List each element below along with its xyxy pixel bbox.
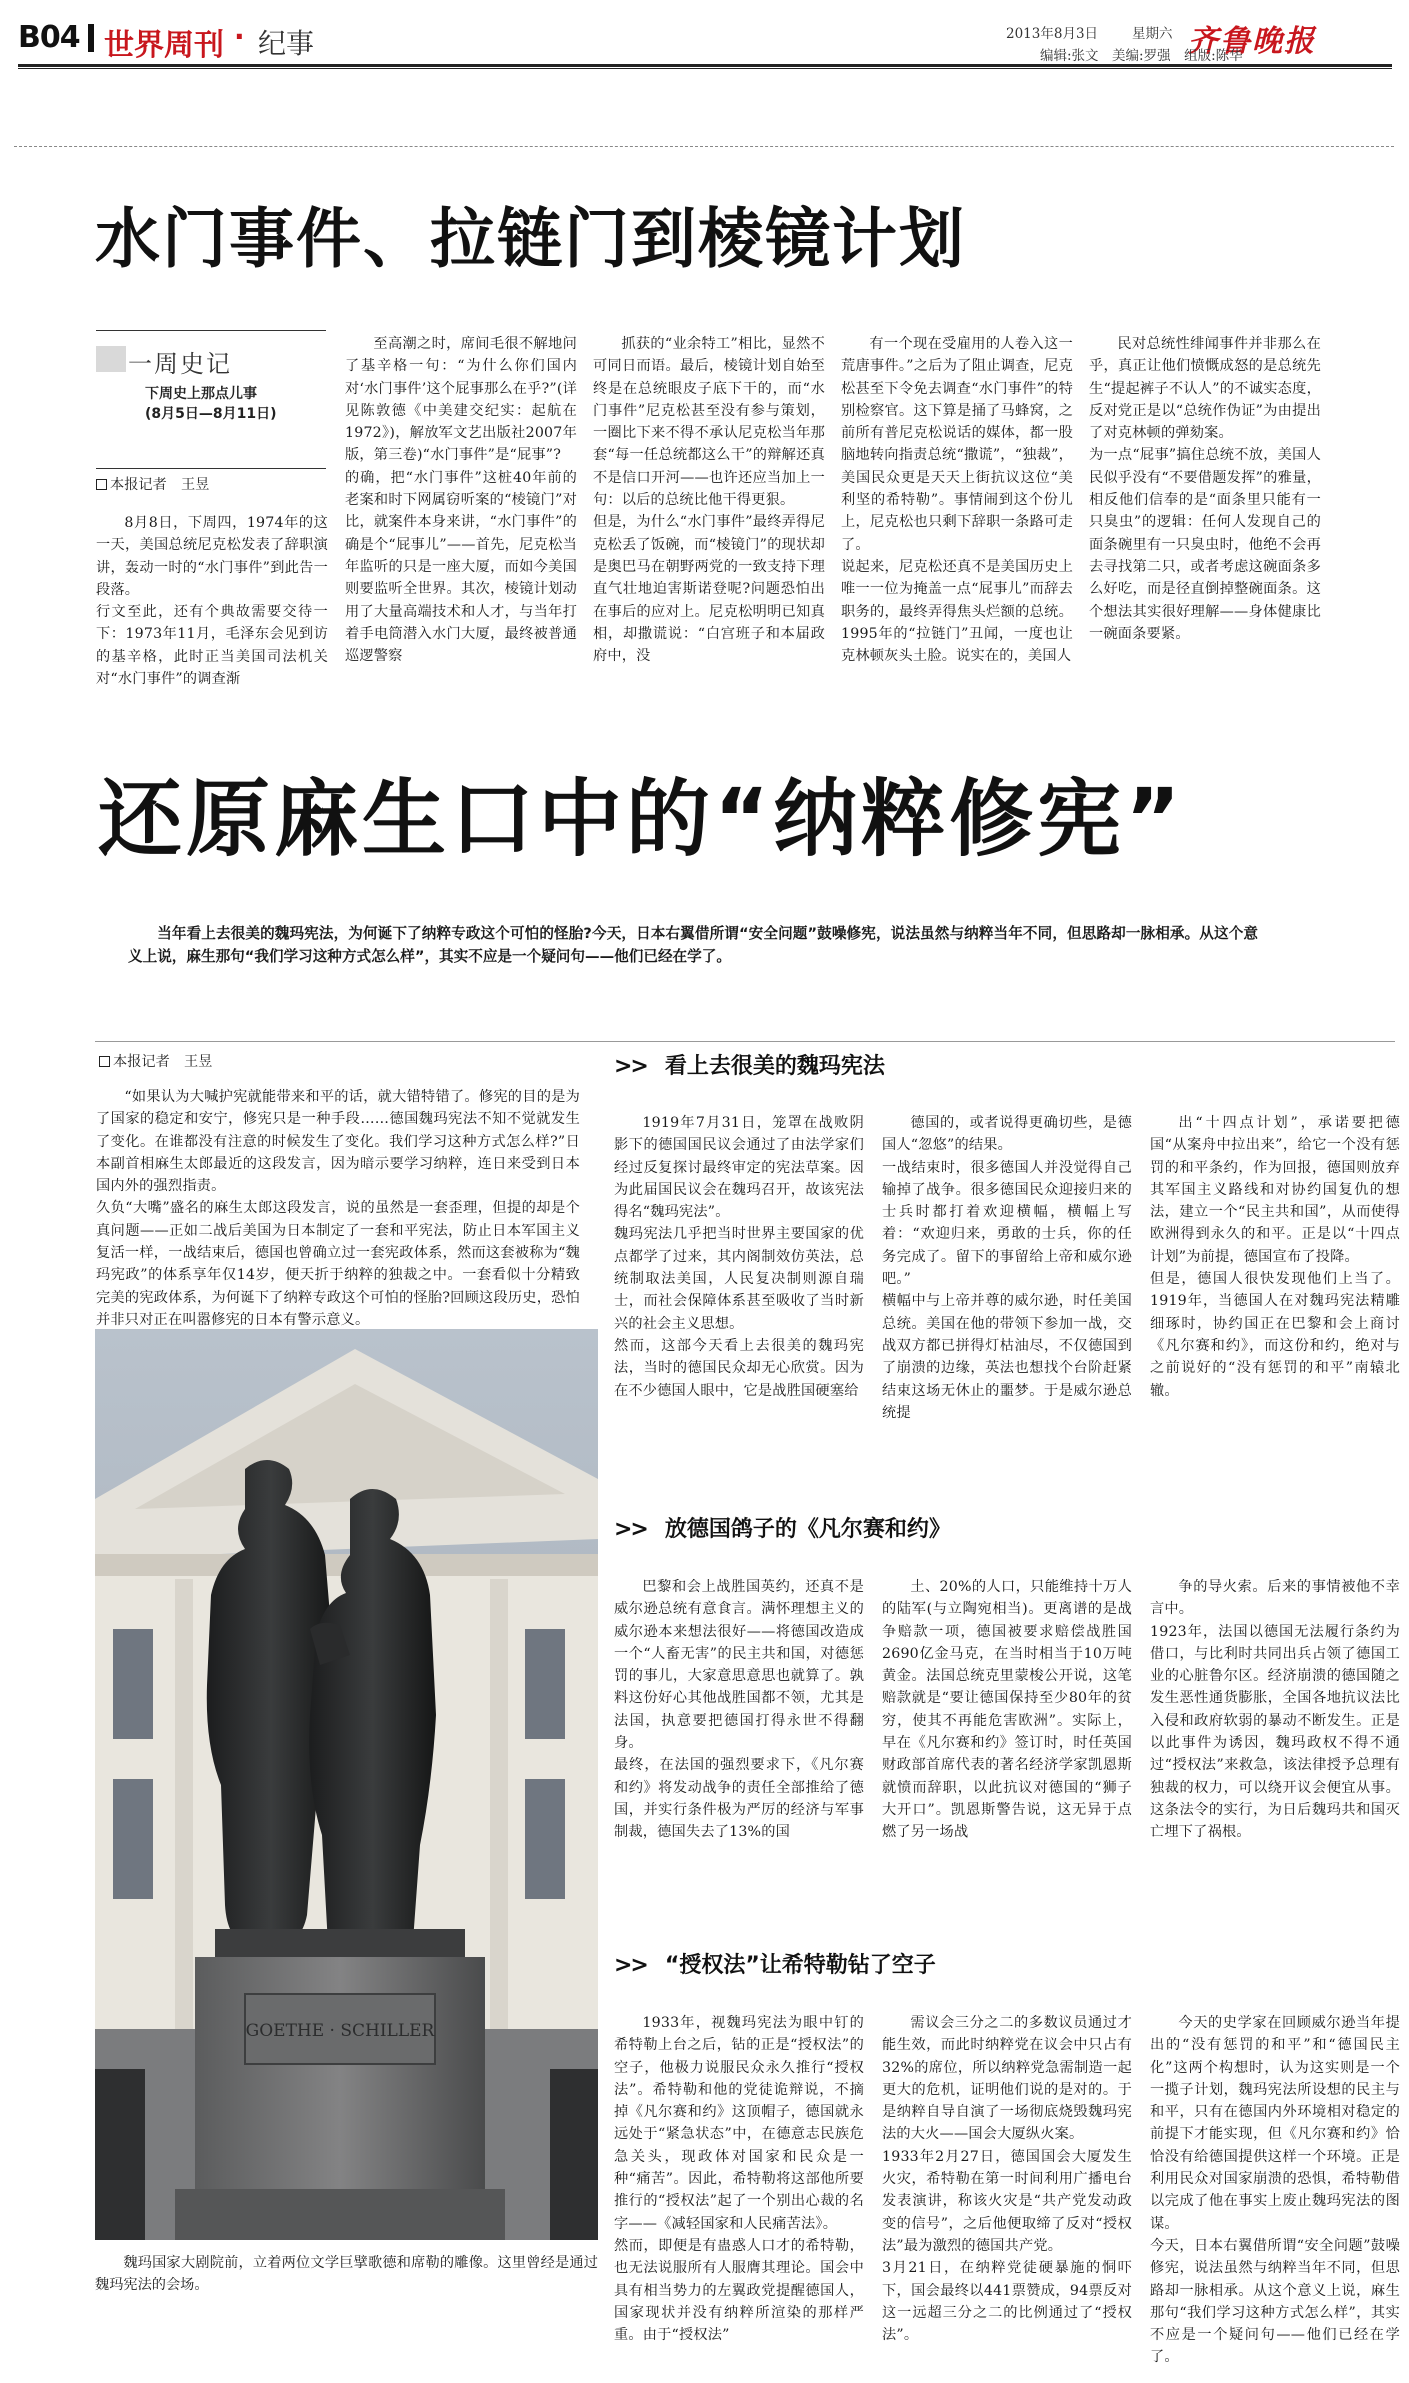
section1-column-1: 1919年7月31日，笼罩在战败阴影下的德国国民议会通过了由法学家们经过反复探讨最终审定的宪法草案。因为此届国民议会在魏玛召开，故该宪法得名“魏玛宪法”。 魏玛宪法几乎把当时世界主要国家的优点都学了过来，其内阁制效仿英法，总统制取法美国，人民复决制则源自瑞士，而社会保障体系甚至吸收了当时新兴的社会主义思想。 然而，这部今天看上去很美的魏玛宪法，当时的德国民众却无心欣赏。因为在不少德国人眼中，它是战胜国硬塞给 <box>614 1115 864 1399</box>
article1-column-4: 有一个现在受雇用的人卷入这一荒唐事件。”之后为了阻止调查，尼克松甚至下令免去调查“水门事件”的特别检察官。这下算是捅了马蜂窝，之前所有普尼克松说话的媒体，都一股脑地转向指责总统“撒谎”，“独裁”，美国民众更是天天上街抗议这位“美利坚的希特勒”。事情闹到这个份儿上，尼克松也只剩下辞职一条路可走了。 说起来，尼克松还真不是美国历史上唯一一位为掩盖一点“屁事儿”而辞去职务的，最终弄得焦头烂额的总统。1995年的“拉链门”丑闻，一度也让克林顿灰头土脸。说实在的，美国人 <box>841 336 1073 665</box>
article2-headline: 还原麻生口中的“纳粹修宪” <box>98 770 1185 868</box>
section-title: 放德国鸽子的《凡尔赛和约》 <box>664 1517 951 1542</box>
goethe-schiller-statue-image <box>95 1329 598 2240</box>
issue-date: 2013年8月3日 <box>1006 26 1099 42</box>
page-code: B04 <box>18 20 80 55</box>
article1-headline: 水门事件、拉链门到棱镜计划 <box>95 202 967 277</box>
article2-byline <box>99 1051 212 1071</box>
section-heading-2 <box>614 1512 951 1543</box>
article1-column-3: 抓获的“业余特工”相比，显然不可同日而语。最后，棱镜计划自始至终是在总统眼皮子底下干的，而“水门事件”尼克松甚至没有参与策划，一圈比下来不得不承认尼克松当年那套“每一任总统都这么干”的辩解还真不是信口开河——也许还应当加上一句：以后的总统比他干得更狠。 但是，为什么“水门事件”最终弄得尼克松丢了饭碗，而“棱镜门”的现状却是奥巴马在朝野两党的一致支持下理直气壮地迫害斯诺登呢?问题恐怕出在事后的应对上。尼克松明明已知真相，却撒谎说：“白宫班子和本届政府中，没 <box>593 336 825 665</box>
arrow-marker-icon: >> <box>614 1054 647 1079</box>
section2-column-1: 巴黎和会上战胜国英约，还真不是威尔逊总统有意食言。满怀理想主义的威尔逊本来想法很好——将德国改造成一个“人畜无害”的民主共和国，对德惩罚的事儿，大家意思意思也就算了。孰料这份好心其他战胜国都不领，尤其是法国，执意要把德国打得永世不得翻身。 最终，在法国的强烈要求下，《凡尔赛和约》将发动战争的责任全部推给了德国，并实行条件极为严厉的经济与军事制裁，德国失去了13%的国 <box>614 1579 864 1841</box>
subsection-name: 纪事 <box>258 27 315 60</box>
section3-column-2: 需议会三分之二的多数议员通过才能生效，而此时纳粹党在议会中只占有32%的席位，所以纳粹党急需制造一起更大的危机，证明他们说的是对的。于是纳粹自导自演了一场彻底烧毁魏玛宪法的大火——国会大厦纵火案。 1933年2月27日，德国国会大厦发生火灾，希特勒在第一时间利用广播电台发表演讲，称该火灾是“共产党发动政变的信号”，之后他便取缔了反对“授权法”最为激烈的德国共产党。 3月21日，在纳粹党徒硬暴施的恫吓下，国会最终以441票赞成，94票反对这一远超三分之二的比例通过了“授权法”。 <box>882 2015 1132 2344</box>
arrow-marker-icon: >> <box>614 1953 647 1978</box>
editor-credits: 编辑:张文 美编:罗强 组版:陈华 <box>1040 48 1243 64</box>
article1-column-2: 至高潮之时，席间毛很不解地问了基辛格一句：“为什么你们国内对‘水门事件’这个屁事那么在乎?”(详见陈敦德《中美建交纪实：起航在1972》)，解放军文艺出版社2007年版，第三卷)“水门事件”是“屁事”? 的确，把“水门事件”这桩40年前的老案和时下网属窃听案的“棱镜门”对比，就案件本身来讲，“水门事件”的确是个“屁事儿”——首先，尼克松当年监听的只是一座大厦，而如今美国则要监听全世界。其次，棱镜计划动用了大量高端技术和人才，与当年打着手电筒潜入水门大厦，最终被普通巡逻警察 <box>345 336 577 665</box>
masthead-rule <box>18 64 1392 67</box>
column-rule <box>96 468 326 469</box>
masthead-divider <box>88 24 94 52</box>
square-mark-icon <box>96 479 107 490</box>
column-title: 一周史记 <box>128 350 232 378</box>
statue-photo <box>95 1329 598 2240</box>
section-name: 世界周刊 <box>104 28 224 63</box>
article2-intro: 当年看上去很美的魏玛宪法，为何诞下了纳粹专政这个可怕的怪胎?今天，日本右翼借所谓“安全问题”鼓噪修宪，说法虽然与纳粹当年不同，但思路却一脉相承。从这个意义上说，麻生那句“我们学习这种方式怎么样”，其实不应是一个疑问句——他们已经在学了。 <box>128 925 1258 965</box>
section1-column-3: 出“十四点计划”，承诺要把德国“从案舟中拉出来”，给它一个没有惩罚的和平条约，作为回报，德国则放弃其军国主义路线和对协约国复仇的想法，建立一个“民主共和国”，从而使得欧洲得到永久的和平。正是以“十四点计划”为前提，德国宣布了投降。 但是，德国人很快发现他们上当了。1919年，当德国人在对魏玛宪法精雕细琢时，协约国正在巴黎和会上商讨《凡尔赛和约》，而这份和约，绝对与之前说好的“没有惩罚的和平”南辕北辙。 <box>1150 1115 1400 1399</box>
newspaper-logo: 齐鲁晚报 <box>1188 24 1316 59</box>
dashed-divider <box>14 146 1394 147</box>
photo-caption: 魏玛国家大剧院前，立着两位文学巨擘歌德和席勒的雕像。这里曾经是通过魏玛宪法的会场。 <box>95 2255 598 2293</box>
section2-column-2: 土、20%的人口，只能维持十万人的陆军(与立陶宛相当)。更离谱的是战争赔款一项，德国被要求赔偿战胜国2690亿金马克，在当时相当于10万吨黄金。法国总统克里蒙梭公开说，这笔赔款就是“要让德国保持至少80年的贫穷，使其不再能危害欧洲”。实际上，早在《凡尔赛和约》签订时，时任英国财政部首席代表的著名经济学家凯恩斯就愤而辞职，以此抗议对德国的“狮子大开口”。凯恩斯警告说，这无异于点燃了另一场战 <box>882 1579 1132 1841</box>
section-dot: · <box>234 20 245 53</box>
section1-column-2: 德国的，或者说得更确切些，是德国人“忽悠”的结果。 一战结束时，很多德国人并没觉得自己输掉了战争。很多德国民众迎接归来的士兵时都打着欢迎横幅，横幅上写着：“欢迎归来，勇敢的士兵，你的任务完成了。留下的事留给上帝和威尔逊吧。” 横幅中与上帝并尊的威尔逊，时任美国总统。美国在他的带领下参加一战，交战双方都已拼得灯枯油尽，不仅德国到了崩溃的边缘，英法也想找个台阶赶紧结束这场无休止的噩梦。于是威尔逊总统提 <box>882 1115 1132 1421</box>
byline-text: 本报记者 王昱 <box>113 1054 213 1070</box>
section-title: “授权法”让希特勒钻了空子 <box>664 1953 936 1978</box>
masthead-rule-thin <box>18 68 1392 69</box>
arrow-marker-icon: >> <box>614 1517 647 1542</box>
article1-column-5: 民对总统性绯闻事件并非那么在乎，真正让他们愤慨成怒的是总统先生“提起裤子不认人”的不诚实态度，反对党正是以“总统作伪证”为由提出了对克林顿的弹劾案。 为一点“屁事”搞住总统不放，美国人民似乎没有“不要借题发挥”的雅量，相反他们信奉的是“面条里只能有一只臭虫”的逻辑：任何人发现自己的面条碗里有一只臭虫时，他绝不会再去寻找第二只，或者考虑这碗面条多么好吃，而是径直倒掉整碗面条。这个想法其实很好理解——身体健康比一碗面条要紧。 <box>1089 336 1321 642</box>
square-mark-icon <box>99 1056 110 1067</box>
section-title: 看上去很美的魏玛宪法 <box>664 1054 885 1079</box>
section-heading-3 <box>614 1948 936 1979</box>
article2-lead: “如果认为大喊护宪就能带来和平的话，就大错特错了。修宪的目的是为了国家的稳定和安宁，修宪只是一种手段……德国魏玛宪法不知不觉就发生了变化。在谁都没有注意的时候发生了变化。我们学习这种方式怎么样?”日本副首相麻生太郎最近的这段发言，因为暗示要学习纳粹，连日来受到日本国内外的强烈指责。 久负“大嘴”盛名的麻生太郎这段发言，说的虽然是一套歪理，但提的却是个真问题——正如二战后美国为日本制定了一套和平宪法，防止日本军国主义复活一样，一战结束后，德国也曾确立过一套宪政体系，然而这套被称为“魏玛宪政”的体系享年仅14岁，便天折于纳粹的独裁之中。一套看似十分精致完美的宪政体系，为何诞下了纳粹专政这个可怕的怪胎?回顾这段历史，恐怕并非只对正在叫嚣修宪的日本有警示意义。 <box>96 1089 580 1328</box>
article1-byline <box>96 474 209 494</box>
statue-plaque-text: GOETHE · SCHILLER <box>245 2021 435 2041</box>
column-tab-marker <box>96 346 126 372</box>
column-date-range: (8月5日—8月11日) <box>145 406 277 422</box>
section3-column-1: 1933年，视魏玛宪法为眼中钉的希特勒上台之后，钻的正是“授权法”的空子，他极力说服民众永久推行“授权法”。希特勒和他的党徒诡辩说，不摘掉《凡尔赛和约》这顶帽子，德国就永远处于“紧急状态”中，在德意志民族危急关头，现政体对国家和民众是一种“痛苦”。因此，希特勒将这部他所要推行的“授权法”起了一个别出心裁的名字——《减轻国家和人民痛苦法》。 然而，即便是有蛊惑人口才的希特勒，也无法说服所有人服膺其理论。国会中具有相当势力的左翼政党提醒德国人，国家现状并没有纳粹所渲染的那样严重。由于“授权法” <box>614 2015 864 2344</box>
column-subtitle: 下周史上那点儿事 <box>145 386 257 402</box>
section2-column-3: 争的导火索。后来的事情被他不幸言中。 1923年，法国以德国无法履行条约为借口，与比利时共同出兵占领了德国工业的心脏鲁尔区。经济崩溃的德国随之发生恶性通货膨胀，全国各地抗议法比入侵和政府软弱的暴动不断发生。正是以此事件为诱因，魏玛政权不得不通过“授权法”来救急，该法律授予总理有独裁的权力，可以绕开议会便宜从事。这条法令的实行，为日后魏玛共和国灭亡埋下了祸根。 <box>1150 1579 1400 1841</box>
article1-column-1: 8月8日，下周四，1974年的这一天，美国总统尼克松发表了辞职演讲，轰动一时的“水门事件”到此告一段落。 行文至此，还有个典故需要交待一下：1973年11月，毛泽东会见到访的基辛格，此时正当美国司法机关对“水门事件”的调查渐 <box>96 515 328 688</box>
section-heading-1 <box>614 1049 885 1080</box>
article2-rule <box>95 1041 1395 1042</box>
issue-weekday: 星期六 <box>1132 26 1173 42</box>
section3-column-3: 今天的史学家在回顾威尔逊当年提出的“没有惩罚的和平”和“德国民主化”这两个构想时，认为这实则是一个一揽子计划，魏玛宪法所设想的民主与和平，只有在德国内外环境相对稳定的前提下才能实现，但《凡尔赛和约》恰恰没有给德国提供这样一个环境。正是利用民众对国家崩溃的恐惧，希特勒借以完成了他在事实上废止魏玛宪法的图谋。 今天，日本右翼借所谓“安全问题”鼓噪修宪，说法虽然与纳粹当年不同，但思路却一脉相承。从这个意义上说，麻生那句“我们学习这种方式怎么样”，其实不应是一个疑问句——他们已经在学了。 <box>1150 2015 1400 2366</box>
byline-text: 本报记者 王昱 <box>110 477 210 493</box>
